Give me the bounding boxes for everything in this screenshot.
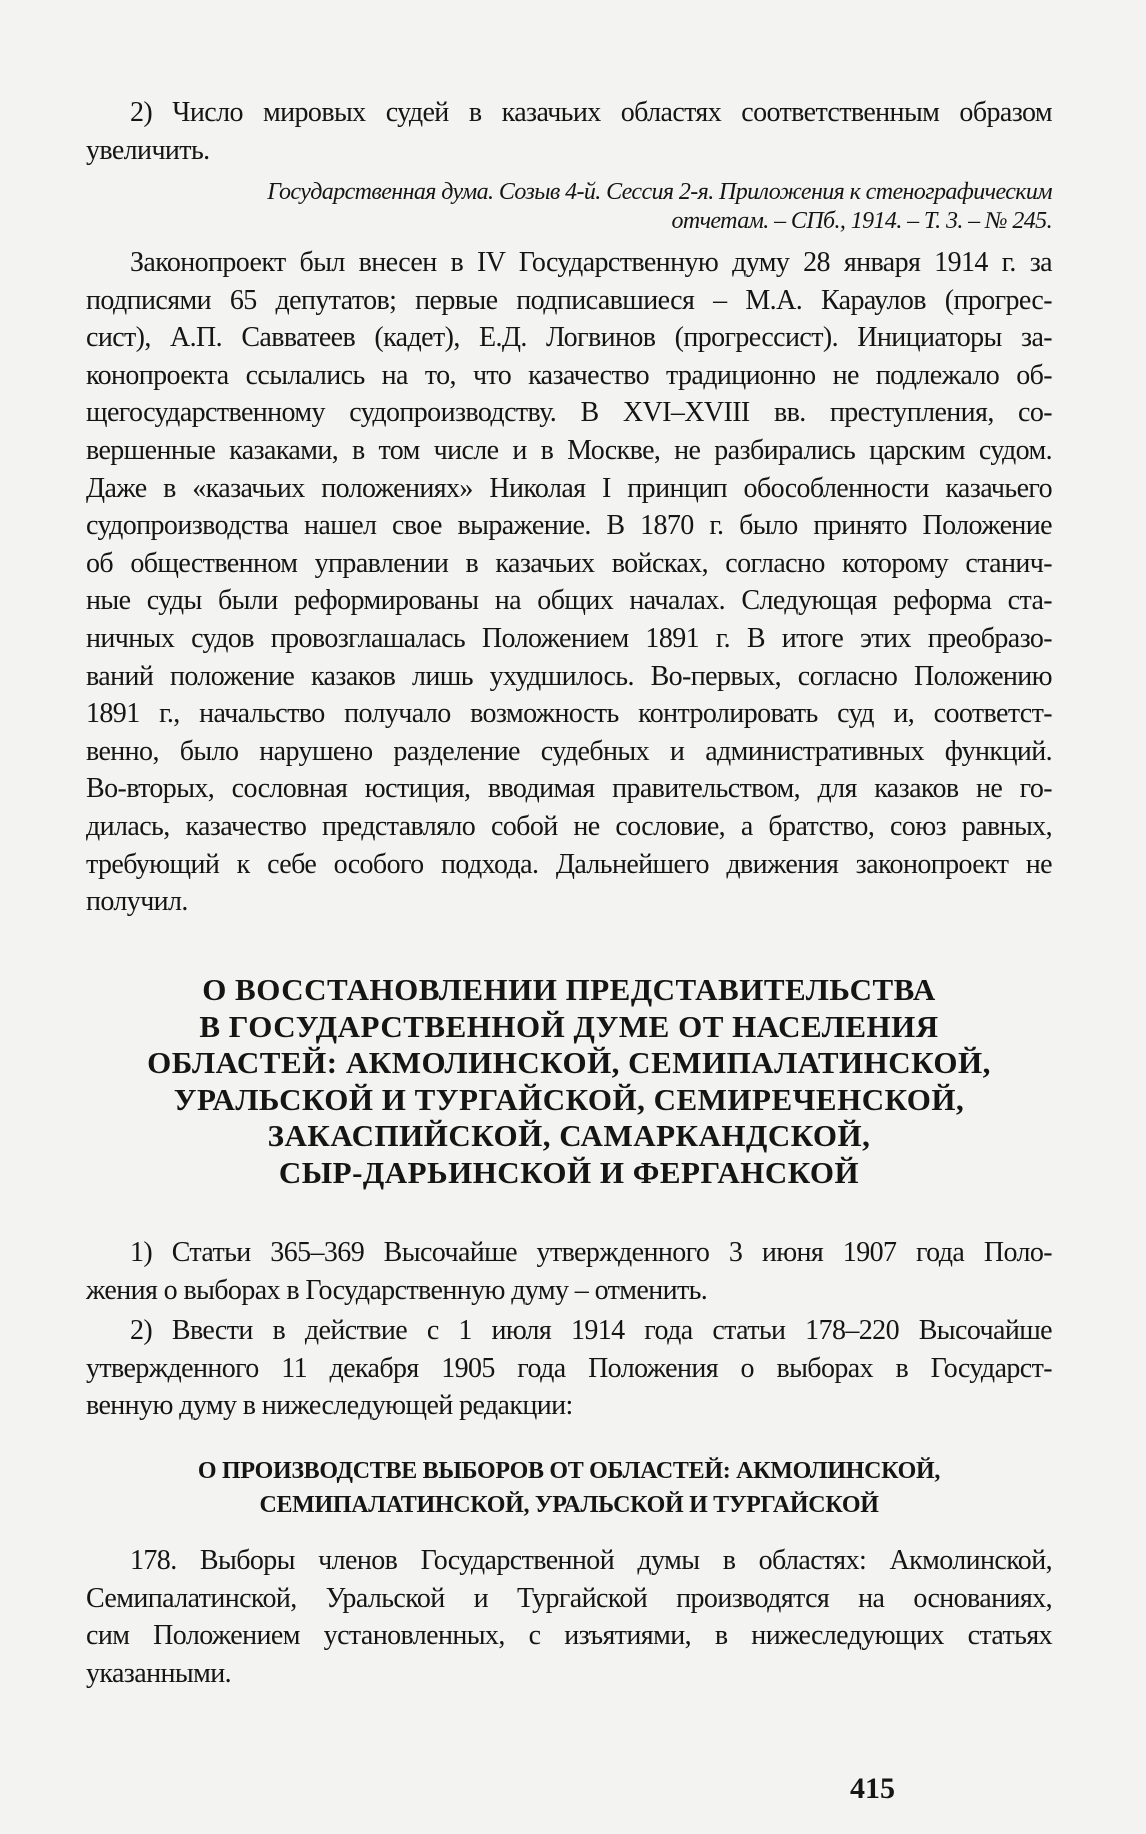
heading-line: В ГОСУДАРСТВЕННОЙ ДУМЕ ОТ НАСЕЛЕНИЯ bbox=[199, 1008, 939, 1044]
text-line: ваний положение казаков лишь ухудшилось. Во-первых, согласно Положению bbox=[86, 660, 1052, 692]
text-line: 178. Выборы членов Государственной думы в областях: Акмолинской, bbox=[130, 1545, 1052, 1576]
heading-line: ЗАКАСПИЙСКОЙ, САМАРКАНДСКОЙ, bbox=[267, 1118, 871, 1153]
text-line: дилась, казачество представляло собой не сословие, а братство, союз равных, bbox=[86, 810, 1052, 842]
commentary-paragraph bbox=[86, 244, 1052, 921]
text-line: ничных судов провозглашалась Положением 1891 г. В итоге этих преобразо- bbox=[86, 622, 1052, 654]
text-line: конопроекта ссылались на то, что казачество традиционно не подлежало об- bbox=[86, 359, 1052, 391]
text-line: Во-вторых, сословная юстиция, вводимая правительством, для казаков не го- bbox=[86, 773, 1052, 805]
text-line: вершенные казаками, в том числе и в Москве, не разбирались царским судом. bbox=[86, 434, 1052, 466]
article-2 bbox=[86, 1312, 1052, 1425]
text-line: 1) Статьи 365–369 Высочайше утвержденного 3 июня 1907 года Поло- bbox=[130, 1237, 1052, 1268]
text-line: увеличить. bbox=[86, 134, 210, 166]
heading-line: УРАЛЬСКОЙ И ТУРГАЙСКОЙ, СЕМИРЕЧЕНСКОЙ, bbox=[173, 1081, 965, 1117]
citation-line: отчетам. – СПб., 1914. – Т. 3. – № 245. bbox=[671, 208, 1052, 234]
text-line: ные суды были реформированы на общих началах. Следующая реформа ста- bbox=[86, 585, 1052, 617]
heading-line: О ВОССТАНОВЛЕНИИ ПРЕДСТАВИТЕЛЬСТВА bbox=[202, 972, 936, 1007]
text-line: указанными. bbox=[86, 1657, 231, 1689]
text-line: сист), А.П. Савватеев (кадет), Е.Д. Логвинов (прогрессист). Инициаторы за- bbox=[86, 322, 1052, 354]
text-line: жения о выборах в Государственную думу – отменить. bbox=[86, 1274, 708, 1306]
heading-line: СЫР-ДАРЬИНСКОЙ И ФЕРГАНСКОЙ bbox=[278, 1154, 860, 1190]
text-line: 2) Число мировых судей в казачьих областях соответственным образом bbox=[130, 97, 1052, 128]
text-line: венно, было нарушено разделение судебных и административных функций. bbox=[86, 735, 1052, 767]
text-line: 2) Ввести в действие с 1 июля 1914 года статьи 178–220 Высочайше bbox=[130, 1315, 1052, 1346]
subsection-heading bbox=[86, 1454, 1052, 1522]
top-paragraph bbox=[86, 94, 1052, 169]
text-line: венную думу в нижеследующей редакции: bbox=[86, 1390, 573, 1422]
heading-line: ОБЛАСТЕЙ: АКМОЛИНСКОЙ, СЕМИПАЛАТИНСКОЙ, bbox=[147, 1045, 991, 1080]
citation bbox=[86, 178, 1052, 236]
text-line: Даже в «казачьих положениях» Николая I принцип обособленности казачьего bbox=[86, 472, 1052, 504]
text-line: требующий к себе особого подхода. Дальнейшего движения законопроект не bbox=[86, 848, 1052, 880]
section-heading bbox=[86, 972, 1052, 1191]
text-line: получил. bbox=[86, 886, 188, 918]
subheading-line: О ПРОИЗВОДСТВЕ ВЫБОРОВ ОТ ОБЛАСТЕЙ: АКМОЛИНСКОЙ, bbox=[197, 1458, 941, 1484]
subheading-line: СЕМИПАЛАТИНСКОЙ, УРАЛЬСКОЙ И ТУРГАЙСКОЙ bbox=[259, 1492, 879, 1518]
text-line: судопроизводства нашел свое выражение. В 1870 г. было принято Положение bbox=[86, 510, 1052, 542]
article-1 bbox=[86, 1234, 1052, 1309]
text-line: об общественном управлении в казачьих войсках, согласно которому станич- bbox=[86, 547, 1052, 579]
text-line: подписями 65 депутатов; первые подписавшиеся – М.А. Караулов (прогрес- bbox=[86, 284, 1052, 316]
article-178 bbox=[86, 1542, 1052, 1692]
text-line: щегосударственному судопроизводству. В XVI–XVIII вв. преступления, со- bbox=[86, 397, 1052, 429]
page-number: 415 bbox=[850, 1772, 895, 1805]
text-line: Законопроект был внесен в IV Государственную думу 28 января 1914 г. за bbox=[130, 247, 1052, 278]
citation-line: Государственная дума. Созыв 4-й. Сессия 2-я. Приложения к стенографическим bbox=[267, 179, 1052, 205]
text-line: Семипалатинской, Уральской и Тургайской производятся на основаниях, bbox=[86, 1582, 1052, 1614]
text-line: 1891 г., начальство получало возможность контролировать суд и, соответст- bbox=[86, 698, 1052, 730]
text-line: утвержденного 11 декабря 1905 года Положения о выборах в Государст- bbox=[86, 1352, 1052, 1384]
text-line: сим Положением установленных, с изъятиями, в нижеследующих статьях bbox=[86, 1620, 1052, 1652]
